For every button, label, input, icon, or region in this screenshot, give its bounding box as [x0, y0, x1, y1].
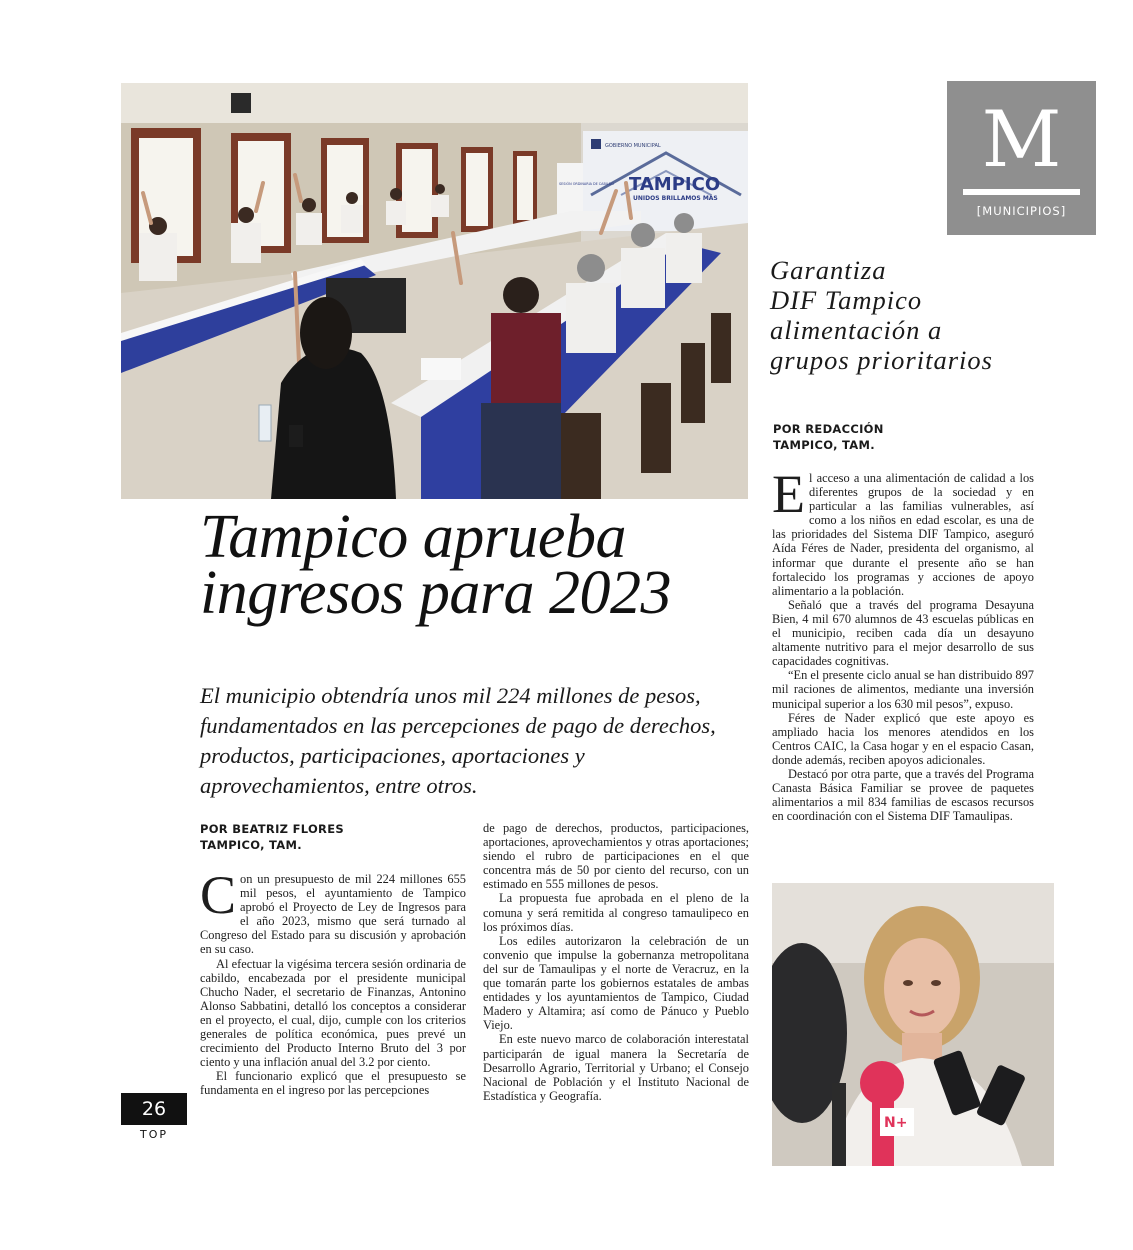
main-dropcap: C	[200, 865, 237, 925]
side-body-column	[772, 464, 1034, 824]
side-byline-author: POR REDACCIÓN	[773, 422, 884, 436]
press-interview-photo	[772, 883, 1054, 1166]
main-headline	[200, 503, 760, 627]
banner-slogan: UNIDOS BRILLAMOS MÁS	[633, 195, 718, 202]
headline-line-2: ingresos para 2023	[200, 559, 671, 627]
section-label: [MUNICIPIOS]	[976, 204, 1067, 218]
side-headline-line: grupos prioritarios	[770, 345, 993, 375]
main-byline	[200, 821, 344, 853]
main-byline-place: TAMPICO, TAM.	[200, 838, 302, 852]
page-number: 26	[121, 1093, 187, 1125]
main-body-paragraph: La propuesta fue aprobada en el pleno de la comuna y será remitida al congreso tamaulipeco en los próximos días.	[483, 891, 749, 934]
side-byline-place: TAMPICO, TAM.	[773, 438, 875, 452]
main-body-paragraph: Al efectuar la vigésima tercera sesión ordinaria de cabildo, encabezada por el presidente municipal Chucho Nader, el secretario de Finanzas, Antonino Alonso Sabbatini, detalló los conceptos a considerar en el proyecto, el cual, dijo, cumple con los criterios generales de política económica, pues prevé un crecimiento del Producto Interno Bruto del 3 por ciento y una inflación anual del 3.2 por ciento.	[200, 956, 466, 1070]
section-letter: M	[981, 95, 1062, 185]
main-body-column-2	[483, 821, 749, 1103]
main-body-paragraph: El funcionario explicó que el presupuesto se fundamenta en el ingreso por las percepciones	[200, 1069, 466, 1098]
side-body-paragraph: “En el presente ciclo anual se han distribuido 897 mil raciones de alimentos, mediante una inversión municipal superior a los 630 mil pesos”, expuso.	[772, 668, 1034, 711]
side-body-paragraph: Señaló que a través del programa Desayuna Bien, 4 mil 670 alumnos de 43 escuelas públicas en el municipio, reciben cada día un desayuno altamente nutritivo para el mejor desarrollo de sus capacidades cognitivas.	[772, 597, 1034, 669]
section-badge	[947, 81, 1096, 235]
podium-text: SESIÓN ORDINARIA DE CABILDO	[559, 182, 614, 186]
banner-org-text: GOBIERNO MUNICIPAL	[605, 143, 661, 149]
portrait-photo	[772, 883, 1054, 1166]
main-deck: El municipio obtendría unos mil 224 millones de pesos, fundamentados en las percepciones de pago de derechos, productos, participaciones, aportaciones y aprovechamientos, entre otros.	[200, 683, 716, 798]
main-photo	[121, 83, 748, 499]
side-headline	[770, 255, 1050, 375]
main-body-paragraph: En este nuevo marco de colaboración interestatal participarán de igual manera la Secretaría de Desarrollo Agrario, Territorial y Urbano; el Consejo Nacional de Población y el Instituto Nacional de Estadística y Geografía.	[483, 1032, 749, 1103]
main-body-paragraph: Con un presupuesto de mil 224 millones 655 mil pesos, el ayuntamiento de Tampico aprobó el Proyecto de Ley de Ingresos para el año 2023, mismo que será turnado al Congreso del Estado para su discusión y aprobación en su caso.	[200, 865, 466, 957]
banner-word: TAMPICO	[629, 174, 721, 195]
main-byline-author: POR BEATRIZ FLORES	[200, 822, 344, 836]
side-byline	[773, 421, 884, 453]
side-headline-line: Garantiza	[770, 255, 887, 285]
side-body-paragraph: Destacó por otra parte, que a través del Programa Canasta Básica Familiar se provee de paquetes alimentarios a mil 834 familias de escasos recursos en coordinación con el Sistema DIF Tamaulipas.	[772, 766, 1034, 824]
page-tag: TOP	[139, 1128, 168, 1141]
headline-line-1: Tampico aprueba	[200, 503, 626, 571]
main-body-paragraph: Los ediles autorizaron la celebración de un convenio que impulse la gobernanza metropolitana del sur de Tamaulipas y el norte de Veracruz, en la que tomarán parte los gobiernos estatales de ambas entidades y los ayuntamientos de Tampico, Ciudad Madero y Altamira; así como de Pánuco y Pueblo Viejo.	[483, 933, 749, 1033]
main-body-column-1	[200, 865, 466, 1098]
mic-label: N+	[884, 1115, 908, 1131]
section-rule	[963, 189, 1080, 195]
main-body-paragraph: de pago de derechos, productos, participaciones, aportaciones, aprovechamientos y otras aportaciones; siendo el rubro de participaciones en el que concentra más de 50 por ciento del recurso, con un estimado en 555 millones de pesos.	[483, 821, 749, 892]
side-dropcap: E	[772, 464, 805, 524]
side-body-paragraph: El acceso a una alimentación de calidad a los diferentes grupos de la sociedad y en particular a las familias vulnerables, así como a los niños en edad escolar, es una de las prioridades del Sistema DIF Tampico, aseguró Aída Féres de Nader, presidenta del organismo, al informar que durante el presente año se han fortalecido los programas y acciones de apoyo alimentario a la población.	[772, 464, 1034, 598]
side-headline-line: DIF Tampico	[770, 285, 923, 315]
side-headline-line: alimentación a	[770, 315, 943, 345]
side-body-paragraph: Féres de Nader explicó que este apoyo es ampliado hacia los menores atendidos en los Centros CAIC, la Casa hogar y en el espacio Casan, donde además, reciben apoyos adicionales.	[772, 710, 1034, 767]
cabildo-session-photo	[121, 83, 748, 499]
